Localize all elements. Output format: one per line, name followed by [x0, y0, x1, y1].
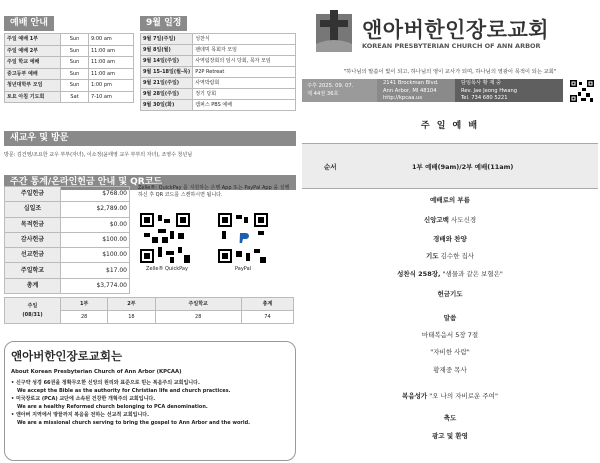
offering-row [5, 278, 130, 293]
offering-row [5, 202, 130, 217]
offering-amount: $17.00 [61, 263, 130, 278]
pastor-info: 담임목사 황 재 중 Rev. Jae Jeong Hwang Tel. 734 680 5221 [455, 79, 563, 102]
schedule-event: 캠퍼스 PBS 예배 [193, 100, 296, 111]
church-header [302, 8, 598, 102]
schedule-event: 정기 당회 [193, 89, 296, 100]
service-name: 토요 아침 기도회 [5, 91, 61, 103]
schedule-title: 9월 일정 [140, 16, 187, 31]
schedule-row [141, 45, 296, 56]
offering-amount: $768.00 [61, 187, 130, 202]
schedule-date: 9월 21일(주일) [141, 78, 193, 89]
welcome-title: 새교우 및 방문 [4, 131, 296, 146]
schedule-event: 팬데믹 목회자 모임 [193, 45, 296, 56]
worship-info-row [5, 57, 134, 69]
schedule-event: 사역팀장회의 임시 당회, 목자 모임 [193, 56, 296, 67]
offering-row [5, 232, 130, 247]
order-offering: 헌금기도 [437, 290, 463, 298]
intro-item-en: We are a missional church serving to bring the gospel to Ann Arbor and the world. [17, 420, 251, 426]
order-call: 예배로의 부름 [430, 196, 470, 204]
church-logo [312, 8, 356, 56]
intro-subtitle: About Korean Presbyterian Church of Ann Arbor (KPCAA) [11, 369, 182, 375]
offering-row [5, 217, 130, 232]
schedule-date: 9월 28일(주일) [141, 89, 193, 100]
service-day: Sun [61, 57, 89, 69]
att-head-1: 1부 [61, 298, 108, 311]
service-name: 주일 예배 1부 [5, 34, 61, 46]
schedule-date: 9월 7일(주일) [141, 34, 193, 45]
worship-info-row [5, 45, 134, 57]
service-time: 9:00 am [89, 34, 134, 46]
att-head-2: 2부 [108, 298, 155, 311]
att-head-3: 주일학교 [155, 298, 241, 311]
order-news: 광고 및 환영 [432, 432, 468, 440]
offering-type: 십일조 [5, 202, 61, 217]
order-blessing: 축도 [443, 414, 457, 422]
attendance-table [4, 297, 294, 324]
order-sermon: "자비한 사람" [430, 348, 470, 356]
worship-info-row [5, 34, 134, 46]
service-time: 1:00 pm [89, 80, 134, 92]
offering-type: 주일헌금 [5, 187, 61, 202]
schedule-row [141, 67, 296, 78]
intro-item-ko: • 앤아버 지역에서 땅끝까지 복음을 전하는 선교적 교회입니다. [11, 412, 150, 418]
order-preacher: 황재중 목사 [433, 366, 467, 374]
offering-row [5, 263, 130, 278]
order-col-service: 1부 예배(9am)/2부 예배(11am) [412, 163, 514, 171]
offering-type: 감사헌금 [5, 232, 61, 247]
intro-title: 앤아버한인장로교회는 [11, 349, 123, 363]
service-day: Sun [61, 80, 89, 92]
service-day: Sun [61, 34, 89, 46]
offering-type: 주일학교 [5, 263, 61, 278]
offering-amount: $100.00 [61, 232, 130, 247]
church-name-ko: 앤아버한인장로교회 [362, 18, 550, 42]
order-scripture: 마태복음서 5장 7절 [421, 331, 479, 339]
offering-row [5, 187, 130, 202]
service-name: 주일 학교 예배 [5, 57, 61, 69]
att-head-4: 총계 [241, 298, 293, 311]
church-intro-box [4, 341, 296, 461]
stats-section [4, 169, 296, 337]
service-time: 11:00 am [89, 45, 134, 57]
att-val-4: 74 [241, 311, 293, 324]
schedule-row [141, 34, 296, 45]
service-time: 11:00 am [89, 68, 134, 80]
schedule-date: 9월 8일(월) [141, 45, 193, 56]
order-title: 주 일 예 배 [420, 121, 480, 131]
worship-info-row [5, 80, 134, 92]
offering-type: 선교헌금 [5, 248, 61, 263]
info-band [302, 79, 598, 102]
church-qr-icon [569, 79, 595, 102]
intro-item-en: We are a healthy Reformed church belonging to PCA denomination. [17, 404, 208, 410]
schedule-event: P2P Retreat [193, 67, 296, 78]
schedule-date: 9월 15-18일(월-목) [141, 67, 193, 78]
schedule-date: 9월 14일(주일) [141, 56, 193, 67]
offering-amount: $0.00 [61, 217, 130, 232]
worship-info-section [4, 10, 134, 103]
paypal-qr-icon[interactable] [218, 212, 268, 264]
order-response: 복음성가 "오 나의 자비로운 주여" [402, 392, 498, 400]
service-time: 7-10 am [89, 91, 134, 103]
welcome-text: 방문: 김건영/조요한 교우 부부(자녀), 이소정(윤태영 교우 부부의 자녀), 조영수 청년님 [4, 152, 193, 158]
website-link[interactable]: http://kpcaa.us [383, 95, 423, 101]
order-praise: 경배와 찬양 [433, 235, 467, 243]
att-val-1: 28 [61, 311, 108, 324]
worship-info-row [5, 91, 134, 103]
schedule-row [141, 78, 296, 89]
offering-row [5, 248, 130, 263]
offering-table [4, 186, 130, 294]
service-name: 중고등부 예배 [5, 68, 61, 80]
schedule-row [141, 100, 296, 111]
zelle-qr-icon[interactable] [140, 212, 190, 264]
service-name: 청년대학부 모임 [5, 80, 61, 92]
intro-item-ko: • 미국장로교 (PCA) 교단에 소속된 건강한 개혁주의 교회입니다. [11, 396, 156, 402]
order-prayer: 기도 김수한 집사 [425, 252, 475, 260]
attendance-label: 주일 (08/31) [5, 298, 61, 324]
intro-list [11, 379, 289, 427]
service-name: 주일 예배 2부 [5, 45, 61, 57]
order-col-label: 순서 [324, 163, 337, 171]
zelle-label: Zelle® QuickPay [146, 266, 188, 272]
schedule-row [141, 89, 296, 100]
schedule-event: 성찬식 [193, 34, 296, 45]
church-motto: "하나님의 말씀이 빛이 되고, 하나님의 영이 교사가 되며, 하나님의 영광이 목적이 되는 교회" [343, 69, 557, 75]
schedule-row [141, 56, 296, 67]
offering-type: 총계 [5, 278, 61, 293]
welcome-section [4, 125, 296, 163]
worship-info-title: 예배 안내 [4, 16, 54, 31]
zelle-text: Zelle®: QuickPay 를 지원하는 은행 App 또는 PayPal App 을 실행하신 후 QR 코드를 스캔하시면 됩니다. [138, 185, 290, 198]
offering-amount: $2,789.00 [61, 202, 130, 217]
att-val-3: 28 [155, 311, 241, 324]
schedule-event: 사역박람회 [193, 78, 296, 89]
att-val-2: 18 [108, 311, 155, 324]
service-day: Sat [61, 91, 89, 103]
address-info: 2141 Brockman Blvd. Ann Arbor, MI 48104 http://kpcaa.us [377, 79, 455, 102]
service-day: Sun [61, 45, 89, 57]
order-hymn: 성찬식 258장, "샘물과 같은 보혈은" [397, 270, 503, 278]
offering-amount: $100.00 [61, 248, 130, 263]
service-time: 11:00 am [89, 57, 134, 69]
order-creed: 신앙고백 사도신경 [423, 216, 477, 224]
schedule-section [140, 10, 296, 111]
worship-info-row [5, 68, 134, 80]
issue-info: 주후 2025. 09. 07. 제 44권 36호 [302, 79, 377, 102]
offering-amount: $3,774.00 [61, 278, 130, 293]
intro-item-ko: • 신구약 성경 66권을 정확무오한 신앙의 원리와 표준으로 믿는 복음주의 교회입니다. [11, 380, 200, 386]
stats-title: 주간 통계/온라인헌금 안내 및 QR코드 [4, 175, 296, 190]
schedule-date: 9월 30일(화) [141, 100, 193, 111]
offering-type: 목적헌금 [5, 217, 61, 232]
order-header-band [302, 143, 598, 189]
service-day: Sun [61, 68, 89, 80]
church-name-en: KOREAN PRESBYTERIAN CHURCH OF ANN ARBOR [362, 42, 541, 50]
worship-info-table [4, 33, 134, 103]
intro-item-en: We accept the Bible as the authority for Christian life and church practices. [17, 388, 231, 394]
schedule-table [140, 33, 296, 111]
order-word: 말씀 [443, 314, 457, 322]
paypal-label: PayPal [234, 266, 252, 272]
